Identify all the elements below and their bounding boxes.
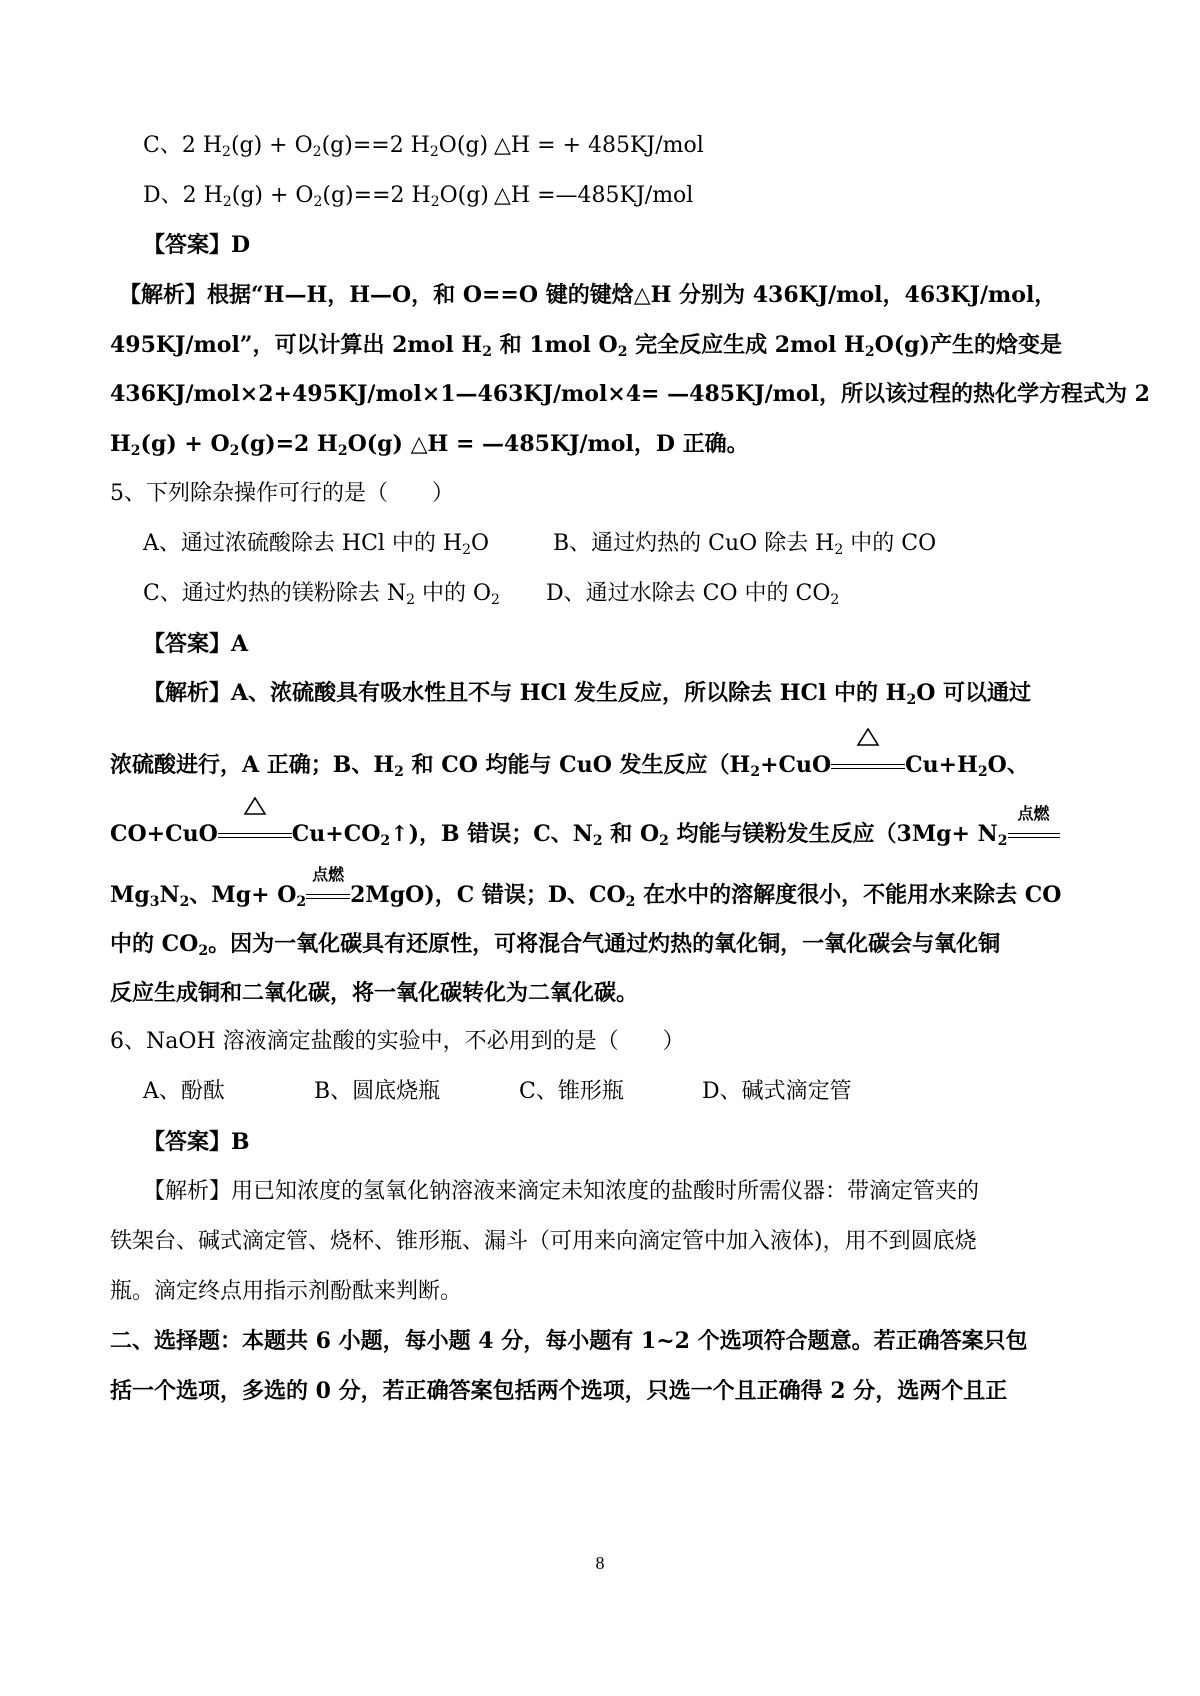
heat-reaction-arrow [218, 818, 292, 850]
q5-option-b: B、通过灼热的 CuO 除去 $H_2$ 中的 CO [553, 531, 937, 558]
q5-option-c: C、通过灼热的镁粉除去 $N_2$ 中的 $O_2$ [143, 581, 500, 608]
q4-analysis-line-4: $H_2(g) + O_2(g)=2$ $H_2O(g)$ △H = —485KJ/mol，D 正确。 [110, 431, 749, 459]
q6-option-c: C、锥形瓶 [519, 1079, 624, 1104]
q6-analysis-line-2: 铁架台、碱式滴定管、烧杯、锥形瓶、漏斗（可用来向滴定管中加入液体)，用不到圆底烧 [110, 1229, 977, 1254]
q5-analysis-line-3: CO+CuO $Cu+CO_2↑$)，B 错误；C、$N_2$ 和 $O_2$ 均能与镁粉发生反应（$3Mg+ N_2$ 点燃 [110, 818, 1060, 850]
ignite-reaction-arrow: 点燃 [1008, 818, 1060, 850]
q5-question: 5、下列除杂操作可行的是（ ） [110, 481, 454, 506]
q4-option-d-enthalpy: △H =—485KJ/mol [494, 183, 694, 208]
q5-analysis-line-6: 反应生成铜和二氧化碳，将一氧化碳转化为二氧化碳。 [110, 980, 639, 1006]
heat-triangle-icon [856, 727, 880, 747]
q6-option-d: D、碱式滴定管 [702, 1079, 852, 1104]
q6-answer: 【答案】B [143, 1129, 250, 1155]
section-2-heading-line-1: 二、选择题：本题共 6 小题，每小题 4 分，每小题有 1~2 个选项符合题意。若正确答案只包 [110, 1328, 1028, 1354]
q6-question: 6、NaOH 溶液滴定盐酸的实验中，不必用到的是（ ） [110, 1029, 685, 1054]
q4-option-c: C、2 $H_2(g) + O_2(g)==2$ $H_2O(g)$ [143, 133, 489, 160]
q6-analysis-line-3: 瓶。滴定终点用指示剂酚酞来判断。 [110, 1279, 463, 1304]
section-2-heading-line-2: 括一个选项，多选的 0 分，若正确答案包括两个选项，只选一个且正确得 2 分，选两个且正 [110, 1378, 1008, 1404]
q5-option-a: A、通过浓硫酸除去 HCl 中的 $H_2O$ [143, 531, 490, 558]
heat-reaction-arrow [831, 749, 905, 781]
q6-analysis-line-1: 【解析】用已知浓度的氢氧化钠溶液来滴定未知浓度的盐酸时所需仪器：带滴定管夹的 [143, 1179, 980, 1204]
q4-analysis-line-2: 495KJ/mol”，可以计算出 2mol $H_2$ 和 1mol $O_2$ 完全反应生成 2mol $H_2O(g)$产生的焓变是 [110, 332, 1062, 360]
q4-option-c-enthalpy: △H = + 485KJ/mol [494, 133, 704, 158]
q4-answer: 【答案】D [143, 232, 251, 258]
q5-analysis-line-1: 【解析】A、浓硫酸具有吸水性且不与 HCl 发生反应，所以除去 HCl 中的 $H_2O$ 可以通过 [143, 680, 1032, 708]
page-number: 8 [595, 1553, 605, 1573]
heat-triangle-icon [243, 796, 267, 816]
q5-analysis-line-5: 中的 $CO_2$。因为一氧化碳具有还原性，可将混合气通过灼热的氧化铜，一氧化碳会与氧化铜 [110, 931, 1001, 959]
q4-analysis-line-3: 436KJ/mol×2+495KJ/mol×1—463KJ/mol×4= —485KJ/mol，所以该过程的热化学方程式为 2 [110, 381, 1150, 407]
q5-answer: 【答案】A [143, 631, 249, 657]
ignite-reaction-arrow: 点燃 [306, 879, 350, 911]
q5-analysis-line-2: 浓硫酸进行，A 正确；B、$H_2$ 和 CO 均能与 CuO 发生反应（$H_2+CuO$ $Cu+H_2O$、 [110, 749, 1029, 781]
q5-analysis-line-4: $Mg_3N_2$、$Mg+ O_2$ 点燃 2MgO)，C 错误；D、$CO_2$ 在水中的溶解度很小，不能用水来除去 CO [110, 865, 1062, 910]
q4-analysis-line-1: 【解析】根据“H—H，H—O，和 O==O 键的键焓△H 分别为 436KJ/mol，463KJ/mol， [119, 282, 1057, 308]
q4-option-d: D、2 $H_2(g) + O_2(g)==2$ $H_2O(g)$ [143, 183, 489, 210]
q6-option-a: A、酚酞 [143, 1079, 225, 1104]
q6-option-b: B、圆底烧瓶 [314, 1079, 441, 1104]
q5-option-d: D、通过水除去 CO 中的 $CO_2$ [546, 581, 840, 608]
